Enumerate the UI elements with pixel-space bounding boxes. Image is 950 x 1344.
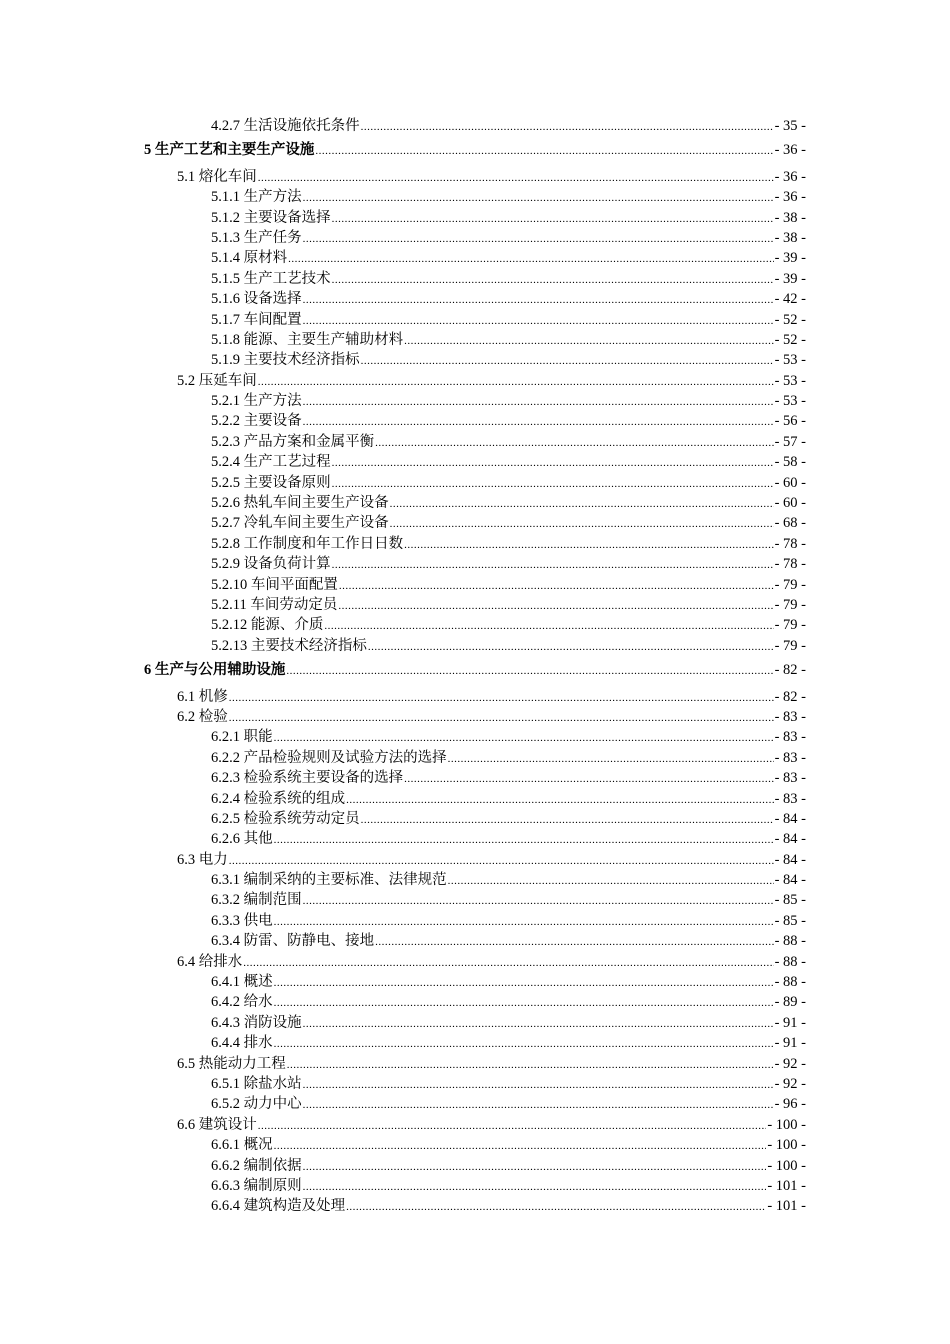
toc-entry-page-number: - 83 - xyxy=(774,749,806,766)
toc-leader-dots xyxy=(361,810,774,830)
toc-entry-page-number: - 83 - xyxy=(774,770,806,787)
toc-entry-title: 6.6.4 建筑构造及处理 xyxy=(211,1198,346,1215)
toc-entry-title: 6.5 热能动力工程 xyxy=(177,1055,286,1072)
toc-entry-page-number: - 53 - xyxy=(774,393,806,410)
toc-entry-title: 6.6.3 编制原则 xyxy=(211,1177,302,1194)
toc-leader-dots xyxy=(303,229,774,249)
toc-entry-page-number: - 78 - xyxy=(774,535,806,552)
toc-entry-page-number: - 89 - xyxy=(774,994,806,1011)
toc-entry-title: 6.2.3 检验系统主要设备的选择 xyxy=(211,770,404,787)
toc-entry[interactable] xyxy=(144,850,806,870)
toc-entry-title: 5.2.9 设备负荷计算 xyxy=(211,556,331,573)
toc-entry-title: 5.2.13 主要技术经济指标 xyxy=(211,637,367,654)
toc-entry-page-number: - 42 - xyxy=(774,291,806,308)
toc-entry-title: 5.1.9 主要技术经济指标 xyxy=(211,352,360,369)
toc-entry[interactable] xyxy=(144,452,806,472)
toc-entry[interactable] xyxy=(144,615,806,635)
toc-entry-page-number: - 100 - xyxy=(767,1116,806,1133)
toc-entry-page-number: - 79 - xyxy=(774,617,806,634)
toc-entry-page-number: - 78 - xyxy=(774,556,806,573)
toc-leader-dots xyxy=(274,1136,767,1156)
toc-entry-page-number: - 68 - xyxy=(774,515,806,532)
toc-entry-title: 5.1.8 能源、主要生产辅助材料 xyxy=(211,331,404,348)
toc-entry[interactable] xyxy=(144,575,806,595)
toc-entry-title: 5.2.6 热轧车间主要生产设备 xyxy=(211,495,389,512)
toc-entry-page-number: - 82 - xyxy=(774,688,806,705)
toc-entry-page-number: - 83 - xyxy=(774,729,806,746)
toc-entry[interactable] xyxy=(144,391,806,411)
toc-entry-page-number: - 36 - xyxy=(774,168,806,185)
toc-entry[interactable] xyxy=(144,595,806,615)
toc-entry-page-number: - 83 - xyxy=(774,790,806,807)
toc-entry-title: 6.4.1 概述 xyxy=(211,974,273,991)
toc-entry[interactable] xyxy=(144,911,806,931)
toc-entry[interactable] xyxy=(144,727,806,747)
toc-leader-dots xyxy=(332,555,774,575)
toc-entry-page-number: - 92 - xyxy=(774,1075,806,1092)
toc-entry[interactable] xyxy=(144,1013,806,1033)
toc-entry-title: 4.2.7 生活设施依托条件 xyxy=(211,118,360,134)
toc-leader-dots xyxy=(303,290,774,310)
toc-leader-dots xyxy=(324,616,773,636)
toc-entry-title: 6.2.1 职能 xyxy=(211,729,273,746)
toc-entry[interactable] xyxy=(144,1176,806,1196)
toc-entry[interactable] xyxy=(144,432,806,452)
toc-entry-title: 6.4.3 消防设施 xyxy=(211,1014,302,1031)
toc-entry[interactable] xyxy=(144,513,806,533)
toc-entry-title: 6.1 机修 xyxy=(177,688,228,705)
toc-entry-title: 5.2 压延车间 xyxy=(177,372,257,389)
toc-entry[interactable] xyxy=(144,330,806,350)
toc-entry-title: 6.3 电力 xyxy=(177,851,228,868)
toc-entry-page-number: - 38 - xyxy=(774,229,806,246)
toc-entry-page-number: - 79 - xyxy=(774,596,806,613)
toc-leader-dots xyxy=(346,1197,766,1217)
toc-leader-dots xyxy=(332,209,774,229)
toc-entry-title: 5.2.12 能源、介质 xyxy=(211,617,324,634)
toc-entry-title: 6.3.3 供电 xyxy=(211,912,273,929)
toc-entry[interactable] xyxy=(144,534,806,554)
toc-entry-page-number: - 60 - xyxy=(774,495,806,512)
toc-leader-dots xyxy=(338,596,773,616)
toc-entry-title: 6.2.5 检验系统劳动定员 xyxy=(211,810,360,827)
toc-entry-page-number: - 88 - xyxy=(774,933,806,950)
toc-leader-dots xyxy=(288,249,773,269)
toc-entry-title: 5.1.4 原材料 xyxy=(211,250,288,267)
toc-leader-dots xyxy=(303,392,774,412)
toc-entry[interactable] xyxy=(144,289,806,309)
toc-leader-dots xyxy=(332,270,774,290)
toc-entry[interactable] xyxy=(144,371,806,391)
toc-leader-dots xyxy=(390,514,774,534)
toc-entry-page-number: - 84 - xyxy=(774,851,806,868)
toc-entry-title: 6.2.6 其他 xyxy=(211,831,273,848)
toc-entry-title: 6.4.2 给水 xyxy=(211,994,273,1011)
toc-leader-dots xyxy=(303,1014,774,1034)
toc-entry-page-number: - 100 - xyxy=(767,1137,806,1154)
toc-entry-page-number: - 84 - xyxy=(774,831,806,848)
toc-entry-page-number: - 39 - xyxy=(774,270,806,287)
toc-leader-dots xyxy=(258,372,774,392)
toc-entry-page-number: - 36 - xyxy=(774,142,806,159)
toc-entry-page-number: - 92 - xyxy=(774,1055,806,1072)
toc-entry[interactable] xyxy=(144,1074,806,1094)
toc-entry-page-number: - 52 - xyxy=(774,331,806,348)
toc-leader-dots xyxy=(258,168,774,188)
toc-leader-dots xyxy=(404,769,773,789)
toc-leader-dots xyxy=(315,141,773,161)
toc-leader-dots xyxy=(303,1095,774,1115)
toc-entry-page-number: - 96 - xyxy=(774,1096,806,1113)
toc-entry-title: 6.2.2 产品检验规则及试验方法的选择 xyxy=(211,749,447,766)
toc-leader-dots xyxy=(448,749,774,769)
toc-leader-dots xyxy=(303,1075,774,1095)
toc-entry-page-number: - 91 - xyxy=(774,1014,806,1031)
toc-entry[interactable] xyxy=(144,1135,806,1155)
toc-entry[interactable] xyxy=(144,208,806,228)
toc-entry[interactable] xyxy=(144,992,806,1012)
toc-entry-title: 5.1.1 生产方法 xyxy=(211,189,302,206)
table-of-contents xyxy=(144,116,806,1217)
toc-leader-dots xyxy=(404,535,773,555)
toc-entry[interactable] xyxy=(144,493,806,513)
toc-leader-dots xyxy=(448,871,774,891)
toc-entry-title: 6.6 建筑设计 xyxy=(177,1116,257,1133)
toc-leader-dots xyxy=(404,331,773,351)
toc-entry-title: 6 生产与公用辅助设施 xyxy=(144,662,286,679)
toc-entry-page-number: - 101 - xyxy=(767,1198,806,1215)
toc-leader-dots xyxy=(361,117,774,137)
toc-leader-dots xyxy=(303,412,774,432)
toc-entry[interactable] xyxy=(144,167,806,187)
toc-leader-dots xyxy=(368,637,774,657)
toc-entry[interactable] xyxy=(144,789,806,809)
toc-entry-title: 5.1.2 主要设备选择 xyxy=(211,209,331,226)
toc-entry[interactable] xyxy=(144,1033,806,1053)
toc-leader-dots xyxy=(274,993,774,1013)
toc-entry[interactable] xyxy=(144,1054,806,1074)
toc-entry[interactable] xyxy=(144,554,806,574)
toc-leader-dots xyxy=(303,1157,767,1177)
toc-entry-title: 5.2.3 产品方案和金属平衡 xyxy=(211,433,375,450)
toc-leader-dots xyxy=(258,1116,767,1136)
toc-entry-title: 6.4 给排水 xyxy=(177,953,243,970)
toc-leader-dots xyxy=(274,1034,774,1054)
toc-entry[interactable] xyxy=(144,269,806,289)
toc-leader-dots xyxy=(287,1055,774,1075)
toc-leader-dots xyxy=(229,688,774,708)
toc-entry-page-number: - 85 - xyxy=(774,912,806,929)
toc-entry-title: 6.5.1 除盐水站 xyxy=(211,1075,302,1092)
toc-entry[interactable] xyxy=(144,829,806,849)
toc-leader-dots xyxy=(286,661,773,681)
toc-entry-page-number: - 82 - xyxy=(774,662,806,679)
toc-entry[interactable] xyxy=(144,931,806,951)
toc-entry-title: 6.3.1 编制采纳的主要标准、法律规范 xyxy=(211,872,447,889)
toc-entry-page-number: - 57 - xyxy=(774,433,806,450)
toc-entry-page-number: - 100 - xyxy=(767,1157,806,1174)
toc-entry[interactable] xyxy=(144,248,806,268)
toc-leader-dots xyxy=(390,494,774,514)
toc-entry[interactable] xyxy=(144,890,806,910)
toc-entry-page-number: - 53 - xyxy=(774,352,806,369)
toc-entry-title: 5.1.5 生产工艺技术 xyxy=(211,270,331,287)
toc-entry-page-number: - 53 - xyxy=(774,372,806,389)
toc-entry-page-number: - 84 - xyxy=(774,810,806,827)
toc-entry-page-number: - 35 - xyxy=(774,118,806,134)
toc-entry[interactable] xyxy=(144,411,806,431)
toc-entry-page-number: - 52 - xyxy=(774,311,806,328)
toc-entry[interactable] xyxy=(144,707,806,727)
toc-entry-title: 5.1.6 设备选择 xyxy=(211,291,302,308)
toc-leader-dots xyxy=(332,453,774,473)
toc-leader-dots xyxy=(346,790,773,810)
toc-entry-title: 6.4.4 排水 xyxy=(211,1035,273,1052)
toc-entry[interactable] xyxy=(144,636,806,656)
toc-entry[interactable] xyxy=(144,870,806,890)
toc-entry-title: 5.2.2 主要设备 xyxy=(211,413,302,430)
toc-entry-title: 5 生产工艺和主要生产设施 xyxy=(144,142,315,159)
toc-leader-dots xyxy=(375,932,773,952)
toc-leader-dots xyxy=(303,1177,767,1197)
toc-entry[interactable] xyxy=(144,310,806,330)
toc-entry-title: 6.2.4 检验系统的组成 xyxy=(211,790,346,807)
toc-entry-page-number: - 38 - xyxy=(774,209,806,226)
toc-leader-dots xyxy=(243,953,773,973)
toc-entry-title: 6.5.2 动力中心 xyxy=(211,1096,302,1113)
toc-leader-dots xyxy=(274,830,774,850)
toc-entry-page-number: - 79 - xyxy=(774,637,806,654)
toc-entry[interactable] xyxy=(144,660,806,680)
toc-entry[interactable] xyxy=(144,1094,806,1114)
toc-entry-page-number: - 88 - xyxy=(774,953,806,970)
toc-entry-title: 5.2.8 工作制度和年工作日日数 xyxy=(211,535,404,552)
toc-entry-page-number: - 84 - xyxy=(774,872,806,889)
toc-entry[interactable] xyxy=(144,140,806,160)
toc-entry-page-number: - 79 - xyxy=(774,576,806,593)
toc-entry-title: 5.2.7 冷轧车间主要生产设备 xyxy=(211,515,389,532)
toc-entry-page-number: - 91 - xyxy=(774,1035,806,1052)
toc-entry-title: 5.2.11 车间劳动定员 xyxy=(211,596,338,613)
toc-entry[interactable] xyxy=(144,1196,806,1216)
toc-leader-dots xyxy=(274,728,774,748)
toc-leader-dots xyxy=(229,708,774,728)
toc-entry-title: 5.1 熔化车间 xyxy=(177,168,257,185)
toc-entry-title: 5.2.10 车间平面配置 xyxy=(211,576,338,593)
toc-entry-title: 5.2.4 生产工艺过程 xyxy=(211,454,331,471)
toc-entry[interactable] xyxy=(144,350,806,370)
toc-entry-title: 6.3.2 编制范围 xyxy=(211,892,302,909)
toc-leader-dots xyxy=(303,188,774,208)
toc-entry-title: 6.6.1 概况 xyxy=(211,1137,273,1154)
toc-entry-title: 6.2 检验 xyxy=(177,708,228,725)
toc-entry-title: 5.2.5 主要设备原则 xyxy=(211,474,331,491)
toc-entry-title: 5.1.3 生产任务 xyxy=(211,229,302,246)
toc-entry[interactable] xyxy=(144,768,806,788)
toc-entry[interactable] xyxy=(144,116,806,136)
toc-entry-page-number: - 60 - xyxy=(774,474,806,491)
toc-entry-page-number: - 85 - xyxy=(774,892,806,909)
toc-entry-page-number: - 58 - xyxy=(774,454,806,471)
toc-entry-page-number: - 56 - xyxy=(774,413,806,430)
toc-entry-page-number: - 83 - xyxy=(774,708,806,725)
toc-leader-dots xyxy=(332,474,774,494)
toc-leader-dots xyxy=(274,973,774,993)
toc-entry[interactable] xyxy=(144,1156,806,1176)
toc-leader-dots xyxy=(303,891,774,911)
toc-entry[interactable] xyxy=(144,952,806,972)
toc-entry-page-number: - 36 - xyxy=(774,189,806,206)
toc-entry-title: 5.2.1 生产方法 xyxy=(211,393,302,410)
toc-entry[interactable] xyxy=(144,187,806,207)
toc-entry[interactable] xyxy=(144,748,806,768)
toc-entry[interactable] xyxy=(144,972,806,992)
toc-entry-title: 5.1.7 车间配置 xyxy=(211,311,302,328)
toc-leader-dots xyxy=(303,311,774,331)
toc-entry[interactable] xyxy=(144,473,806,493)
toc-entry-page-number: - 101 - xyxy=(767,1177,806,1194)
toc-entry[interactable] xyxy=(144,809,806,829)
toc-entry[interactable] xyxy=(144,687,806,707)
toc-entry[interactable] xyxy=(144,1115,806,1135)
toc-entry-title: 6.6.2 编制依据 xyxy=(211,1157,302,1174)
toc-leader-dots xyxy=(339,576,774,596)
toc-leader-dots xyxy=(229,851,774,871)
toc-leader-dots xyxy=(274,912,774,932)
toc-entry-title: 6.3.4 防雷、防静电、接地 xyxy=(211,933,375,950)
toc-leader-dots xyxy=(361,351,774,371)
toc-leader-dots xyxy=(375,433,773,453)
toc-entry-page-number: - 88 - xyxy=(774,974,806,991)
toc-entry[interactable] xyxy=(144,228,806,248)
toc-entry-page-number: - 39 - xyxy=(774,250,806,267)
